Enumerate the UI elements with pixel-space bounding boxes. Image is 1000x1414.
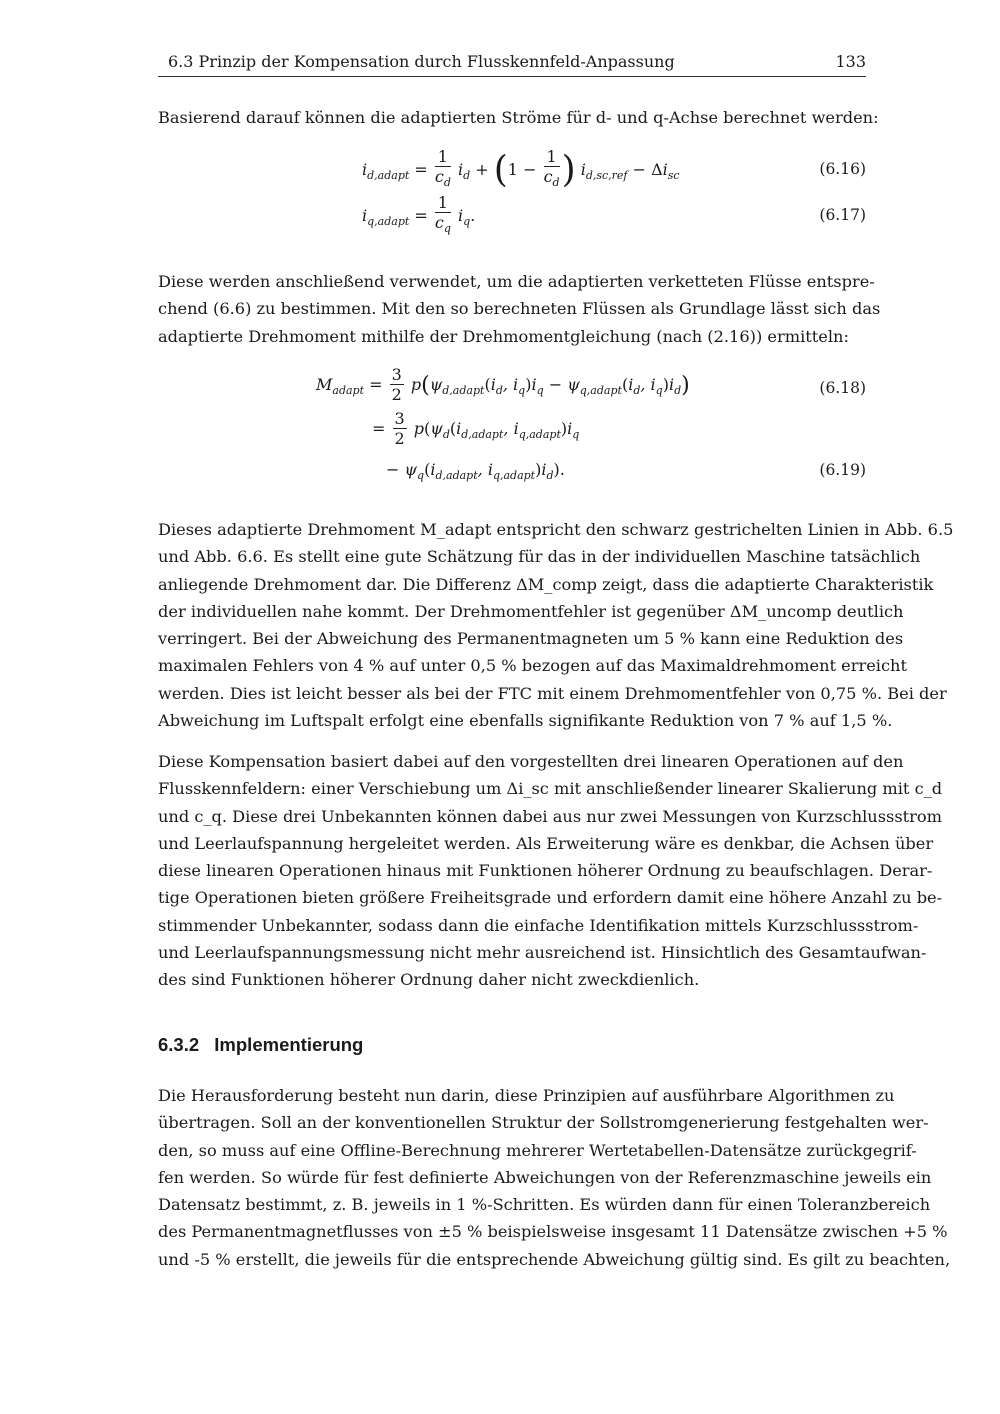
paragraph-2 [158,516,954,734]
text-line: chend (6.6) zu bestimmen. Mit den so berechneten Flüssen als Grundlage lässt sich das [158,299,881,319]
equation-6-16: $i_{d,adapt}$ = $\frac{1}{c_d}$ $i_d + (1$ − $\frac{1}{c_d}$ ) $i_{d,sc,ref} - \Delta i_{sc}$ [362,147,680,191]
paragraph-4 [158,1082,951,1273]
text-line: Flusskennfeldern: einer Verschiebung um Δi_sc mit anschließender linearer Skalierung mit c_d [158,779,943,799]
header-section-title: 6.3 Prinzip der Kompensation durch Flusskennfeld-Anpassung [168,52,675,71]
equation-number: (6.18) [819,379,866,397]
text-line: und Leerlaufspannungsmessung nicht mehr ausreichend ist. Hinsichtlich des Gesamtaufwan- [158,943,927,963]
text-line: Abweichung im Luftspalt erfolgt eine ebenfalls signifikante Reduktion von 7 % auf 1,5 %. [158,711,893,731]
text-line: fen werden. So würde für fest definierte Abweichungen von der Referenzmaschine jeweils ein [158,1167,932,1187]
paragraph-1 [158,268,881,350]
text-line: Dieses adaptierte Drehmoment M_adapt entspricht den schwarz gestrichelten Linien in Abb. 6.5 [158,520,954,539]
text-line: der individuellen nahe kommt. Der Drehmomentfehler ist gegenüber ΔM_uncomp deutlich [158,601,904,621]
text-line: und Abb. 6.6. Es stellt eine gute Schätzung für das in der individuellen Maschine tatsächlich [158,547,921,567]
text-line: und -5 % erstellt, die jeweils für die entsprechende Abweichung gültig sind. Es gilt zu beachten, [158,1249,951,1269]
text-line: des Permanentmagnetflusses von ±5 % beispielsweise insgesamt 11 Datensätze zwischen +5 % [158,1222,948,1242]
text-line: und Leerlaufspannung hergeleitet werden. Als Erweiterung wäre es denkbar, die Achsen über [158,833,934,853]
text-line: und c_q. Diese drei Unbekannten können dabei aus nur zwei Messungen von Kurzschlussstrom [158,806,942,826]
text-line: maximalen Fehlers von 4 % auf unter 0,5 % bezogen auf das Maximaldrehmoment erreicht [158,656,907,676]
page-number: 133 [835,52,866,71]
paragraph-3 [158,748,943,994]
text-line: Datensatz bestimmt, z. B. jeweils in 1 %-Schritten. Es würden dann für einen Toleranzbereich [158,1195,931,1215]
text-line: Basierend darauf können die adaptierten Ströme für d- und q-Achse berechnet werden: [158,108,879,127]
equation-number: (6.17) [819,206,866,224]
text-line: Diese werden anschließend verwendet, um die adaptierten verketteten Flüsse entspre- [158,272,875,291]
equation-6-17: $i_{q,adapt}$ = $\frac{1}{c_q}$ $i_q$. [362,193,476,235]
running-header [158,50,866,77]
section-title: Implementierung [214,1034,364,1055]
equation-number: (6.19) [819,461,866,479]
text-line: stimmender Unbekannter, sodass dann die einfache Identifikation mittels Kurzschlussstrom- [158,915,919,935]
text-line: den, so muss auf eine Offline-Berechnung mehrerer Wertetabellen-Datensätze zurückgegrif- [158,1140,917,1160]
text-line: werden. Dies ist leicht besser als bei der FTC mit einem Drehmomentfehler von 0,75 %. Bei der [158,683,947,703]
text-line: des sind Funktionen höherer Ordnung daher nicht zweckdienlich. [158,970,700,990]
text-line: Die Herausforderung besteht nun darin, diese Prinzipien auf ausführbare Algorithmen zu [158,1086,895,1105]
text-line: Diese Kompensation basiert dabei auf den vorgestellten drei linearen Operationen auf den [158,752,904,771]
text-line: tige Operationen bieten größere Freiheitsgrade und erfordern damit eine höhere Anzahl zu be- [158,888,943,908]
text-line: diese linearen Operationen hinaus mit Funktionen höherer Ordnung zu beaufschlagen. Derar- [158,861,933,881]
text-line: übertragen. Soll an der konventionellen Struktur der Sollstromgenerierung festgehalten wer- [158,1113,929,1133]
equation-number: (6.16) [819,160,866,178]
equation-6-18: $M_{adapt}$ = $\frac{3}{2}$ $p(\psi_{d,adapt}(i_d$, $i_q)i_q - \psi_{q,adapt}(i_d$, $i_q)i_d$) [316,365,690,404]
text-line: adaptierte Drehmoment mithilfe der Drehmomentgleichung (nach (2.16)) ermitteln: [158,326,849,346]
section-heading [158,1034,363,1056]
section-number: 6.3.2 [158,1034,200,1055]
text-line: verringert. Bei der Abweichung des Permanentmagneten um 5 % kann eine Reduktion des [158,629,904,649]
equation-6-19-line-1: = $\frac{3}{2}$ $p(\psi_d(i_{d,adapt}$, $i_{q,adapt})i_q$ [372,409,580,448]
intro-paragraph [158,104,879,131]
text-line: anliegende Drehmoment dar. Die Differenz ΔM_comp zeigt, dass die adaptierte Charakteristik [158,574,934,594]
equation-6-19-line-2: − $\psi_q(i_{d,adapt}$, $i_{q,adapt})i_d$). [386,460,565,482]
